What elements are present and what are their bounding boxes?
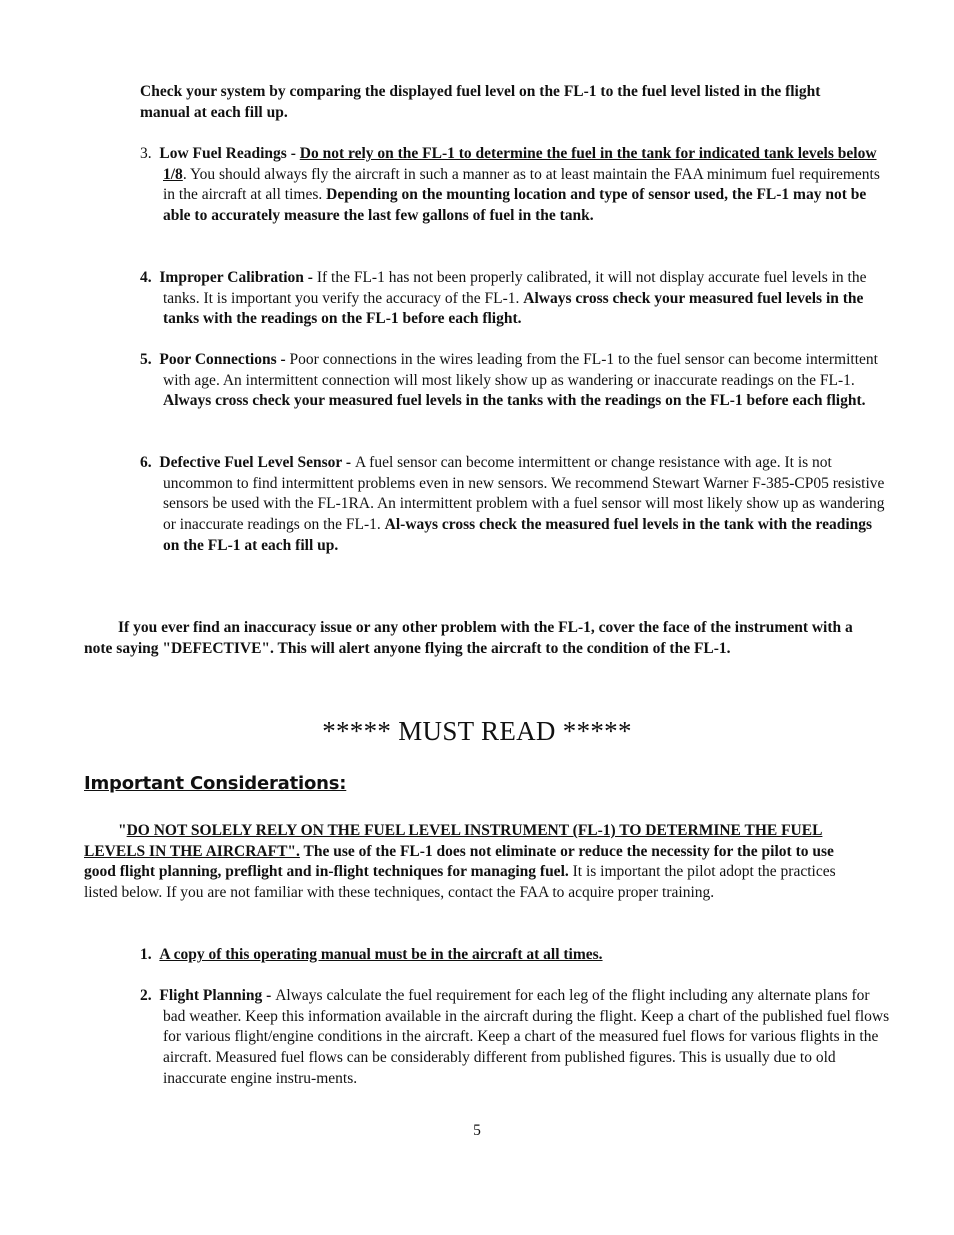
list-item-poor-connections: [140, 350, 890, 412]
item-lead: Flight Planning -: [159, 987, 276, 1004]
defective-note-paragraph: If you ever find an inaccuracy issue or any other problem with the FL-1, cover the face of the instrument with a note saying "DEFECTIVE". This will alert anyone flying the aircraft to the condition of the FL-1.: [84, 619, 853, 657]
list-item-flight-planning: [140, 986, 890, 1090]
item-bold: Depending on the mounting location and type of sensor used, the FL-1 may not be able to accurately measure the last few gallons of fuel in the tank.: [163, 186, 867, 225]
item-bold: Always cross check your measured fuel levels in the tanks with the readings on the FL-1 before each flight.: [163, 289, 864, 328]
page-number: 5: [473, 1122, 481, 1139]
important-normal: It is important the pilot adopt the practices listed below. If you are not familiar with these techniques, contact the FAA to acquire proper training.: [84, 863, 836, 902]
important-considerations-heading: Important Considerations:: [84, 773, 347, 794]
item-bold: Al-ways cross check the measured fuel levels in the tank with the readings on the FL-1 at each fill up.: [163, 516, 873, 554]
item-number: 4.: [140, 269, 152, 286]
quote-mark: ": [118, 822, 127, 839]
list-item-low-fuel: [140, 144, 890, 227]
important-paragraph: [84, 821, 862, 904]
item-normal: If the FL-1 has not been properly calibrated, it will not display accurate fuel levels in the tanks. It is important you verify the accuracy of the FL-1.: [163, 269, 867, 307]
item-lead: Improper Calibration -: [159, 269, 317, 286]
item-number: 2.: [140, 987, 152, 1004]
item-number: 3.: [140, 145, 152, 162]
list-item-defective-sensor: [140, 453, 890, 557]
item-number: 1.: [140, 946, 152, 963]
important-underlined: DO NOT SOLELY RELY ON THE FUEL LEVEL INSTRUMENT (FL-1) TO DETERMINE THE FUEL LEVELS IN THE AIRCRAFT".: [84, 822, 823, 860]
item-lead: Poor Connections -: [159, 351, 290, 368]
item-underlined: Do not rely on the FL-1 to determine the fuel in the tank for indicated tank levels below 1/8: [163, 145, 877, 183]
item-lead: Defective Fuel Level Sensor -: [159, 454, 355, 471]
list-item-operating-manual: [140, 945, 890, 966]
must-read-title: ***** MUST READ *****: [322, 716, 632, 746]
item-bold: Always cross check your measured fuel levels in the tanks with the readings on the FL-1 before each flight.: [163, 392, 866, 410]
list-item-improper-calibration: [140, 268, 890, 330]
item-normal: A fuel sensor can become intermittent or change resistance with age. It is not uncommon to find intermittent problems even in new sensors. We recommend Stewart Warner F-385-CP05 resistive sensors be used with the FL-1RA. An intermittent problem with a fuel sensor will most likely show up as wandering or inaccurate readings on the FL-1.: [163, 454, 885, 534]
item-number: 6.: [140, 454, 152, 471]
important-bold: The use of the FL-1 does not eliminate or reduce the necessity for the pilot to use good flight planning, preflight and in-flight techniques for managing fuel.: [84, 842, 834, 881]
item-normal: . You should always fly the aircraft in such a manner as to at least maintain the FAA minimum fuel requirements in the aircraft at all times.: [163, 165, 880, 204]
intro-paragraph: Check your system by comparing the displayed fuel level on the FL-1 to the fuel level listed in the flight manual at each fill up.: [140, 83, 821, 121]
item-normal: Always calculate the fuel requirement for each leg of the flight including any alternate plans for bad weather. Keep this information available in the aircraft during the flight. Keep a chart of the published fuel flows for various flight/engine conditions in the aircraft. Keep a chart of the measured fuel flows for various flights in the aircraft. Measured fuel flows can be considerably different from published figures. This is usually due to old inaccurate engine instru-ments.: [163, 987, 890, 1087]
item-lead: Low Fuel Readings -: [159, 145, 300, 162]
item-number: 5.: [140, 351, 152, 368]
item-underlined: A copy of this operating manual must be in the aircraft at all times.: [159, 946, 603, 963]
item-normal: Poor connections in the wires leading from the FL-1 to the fuel sensor can become intermittent with age. An intermittent connection will most likely show up as wandering or inaccurate readings on the FL-1.: [163, 351, 878, 389]
